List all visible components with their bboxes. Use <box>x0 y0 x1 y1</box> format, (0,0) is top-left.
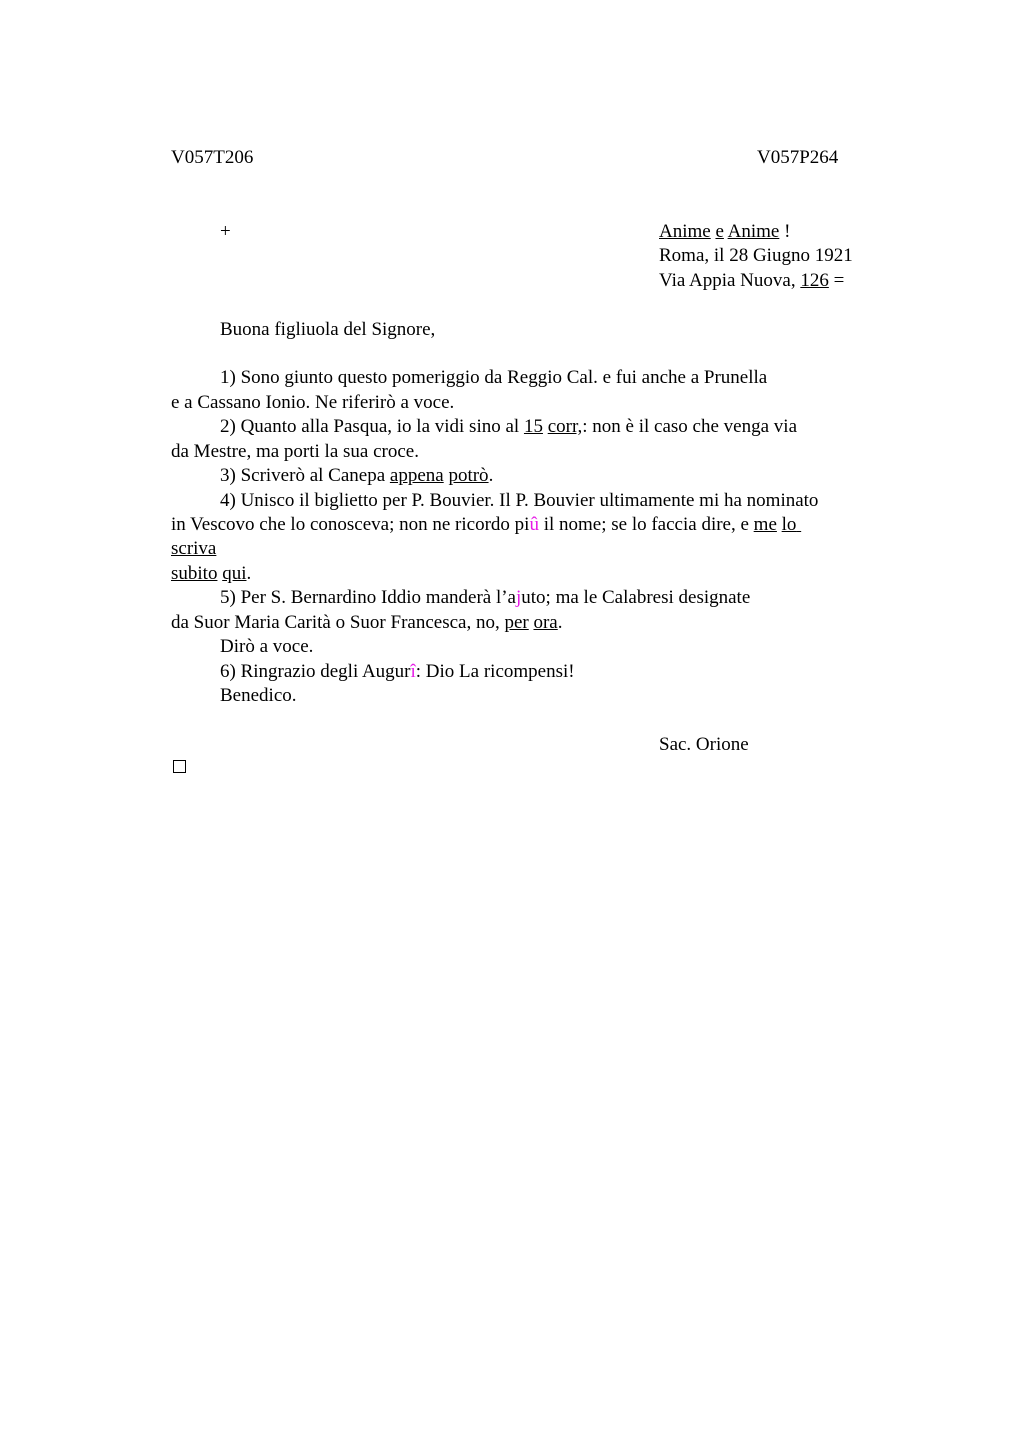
item-6-text-b: : Dio La ricompensi! <box>415 661 575 682</box>
cross-mark: + <box>220 221 231 242</box>
checkbox-square <box>173 760 186 773</box>
motto-word-3: Anime <box>727 221 780 242</box>
place-date: Roma, il 28 Giugno 1921 <box>659 245 853 266</box>
closing: Benedico. <box>220 685 297 706</box>
item-4-underline-lo: lo <box>781 514 797 535</box>
item-6-text-a: 6) Ringrazio degli Augur <box>220 661 411 682</box>
item-2-line-2: da Mestre, ma porti la sua croce. <box>171 441 419 462</box>
item-4-underline-qui: qui <box>222 563 247 584</box>
item-4-line-2 <box>171 513 801 537</box>
item-5-period: . <box>557 612 563 633</box>
address <box>659 269 844 293</box>
item-3-text: 3) Scriverò al Canepa <box>220 465 386 486</box>
item-2-text-b: : non è il caso che venga via <box>582 416 798 437</box>
item-2-corr: corr, <box>547 416 583 437</box>
item-4-highlight: û <box>529 514 539 535</box>
item-4-text-a: in Vescovo che lo conosceva; non ne ricordo pi <box>171 514 530 535</box>
motto-exclamation: ! <box>784 221 791 242</box>
motto-word-1: Anime <box>659 221 711 242</box>
item-4-text-b: il nome; se lo faccia dire, e <box>538 514 749 535</box>
item-4-underline-subito: subito <box>171 563 218 584</box>
item-4-line-1: 4) Unisco il biglietto per P. Bouvier. Il P. Bouvier ultimamente mi ha nominato <box>220 490 819 511</box>
item-5-line-2 <box>171 611 563 635</box>
item-2-line-1 <box>220 415 797 439</box>
item-3-underline-1: appena <box>389 465 444 486</box>
item-5-text-c: da Suor Maria Carità o Suor Francesca, no, <box>171 612 500 633</box>
item-4-line-3 <box>171 537 216 561</box>
item-3-underline-2: potrò <box>448 465 489 486</box>
item-2-number: 15 <box>523 416 543 437</box>
item-1-line-1: 1) Sono giunto questo pomeriggio da Reggio Cal. e fui anche a Prunella <box>220 367 768 388</box>
item-4-period: . <box>246 563 252 584</box>
item-2-text-a: 2) Quanto alla Pasqua, io la vidi sino al <box>220 416 520 437</box>
item-4-underline-scriva: scriva <box>171 538 217 559</box>
item-5-line-1 <box>220 586 750 610</box>
item-5-underline-ora: ora <box>533 612 558 633</box>
motto-word-2: e <box>715 221 724 242</box>
item-3-line <box>220 464 493 488</box>
item-5-highlight: j <box>516 587 522 608</box>
salutation: Buona figliuola del Signore, <box>220 319 436 340</box>
item-6-line <box>220 660 575 684</box>
item-5-underline-per: per <box>504 612 529 633</box>
document-code-left: V057T206 <box>171 147 254 168</box>
item-4-line-4 <box>171 562 251 586</box>
item-1-line-2: e a Cassano Ionio. Ne riferirò a voce. <box>171 392 455 413</box>
signature: Sac. Orione <box>659 734 749 755</box>
address-suffix: = <box>833 270 845 291</box>
item-4-underline-me: me <box>753 514 777 535</box>
item-5-text-b: uto; ma le Calabresi designate <box>521 587 751 608</box>
item-5-line-3: Dirò a voce. <box>220 636 314 657</box>
item-6-highlight: î <box>410 661 416 682</box>
document-code-right: V057P264 <box>757 147 839 168</box>
address-number: 126 <box>800 270 829 291</box>
item-3-period: . <box>488 465 494 486</box>
motto <box>659 220 790 244</box>
address-street: Via Appia Nuova, <box>659 270 796 291</box>
item-5-text-a: 5) Per S. Bernardino Iddio manderà l’a <box>220 587 516 608</box>
